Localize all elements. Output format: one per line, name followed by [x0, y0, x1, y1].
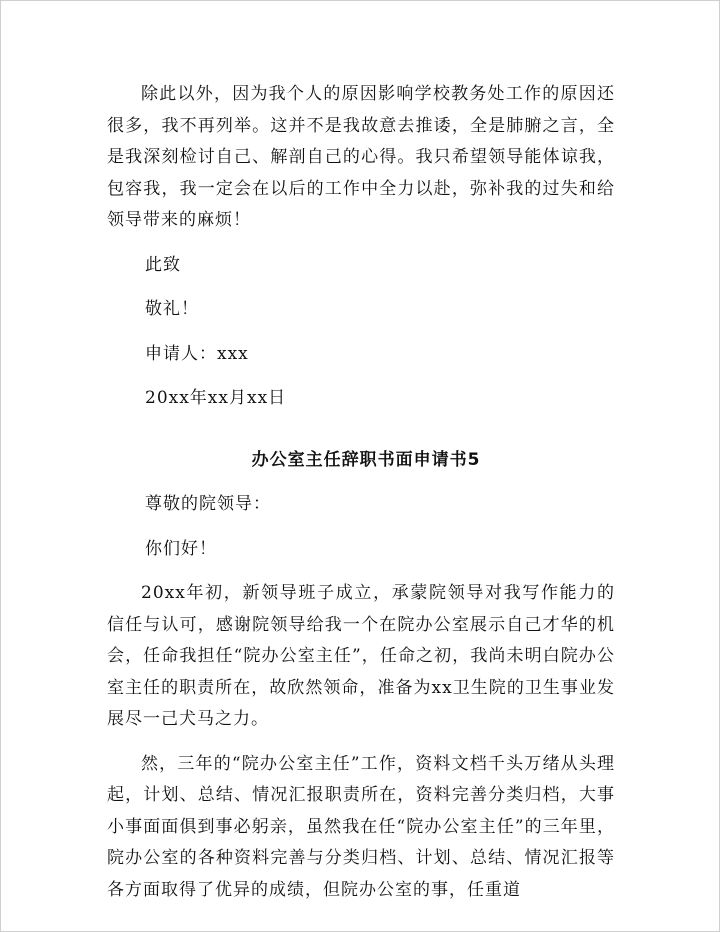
- salutation-line: 尊敬的院领导：: [145, 494, 271, 514]
- applicant-line: 申请人：xxx: [145, 343, 249, 364]
- paragraph-excuses: 除此以外，因为我个人的原因影响学校教务处工作的原因还很多，我不再列举。这并不是我故意去推诿，全是肺腑之言，全是我深刻检讨自己、解剖自己的心得。我只希望领导能体谅我，包容我，我一定会在以后的工作中全力以赴，弥补我的过失和给领导带来的麻烦！: [107, 84, 615, 230]
- document-body: [107, 79, 615, 906]
- closing-jingli: 敬礼！: [145, 299, 199, 319]
- paragraph-three-years: 然，三年的“院办公室主任”工作，资料文档千头万绪从头理起，计划、总结、情况汇报职责所在，资料完善分类归档，大事小事面面俱到事必躬亲，虽然我在任“院办公室主任”的三年里，院办公室的各种资料完善与分类归档、计划、总结、情况汇报等各方面取得了优异的成绩，但院办公室的事，任重道: [107, 753, 615, 900]
- paragraph-appointment: 20xx年初，新领导班子成立，承蒙院领导对我写作能力的信任与认可，感谢院领导给我一个在院办公室展示自己才华的机会，任命我担任“院办公室主任”，任命之初，我尚未明白院办公室主任的职责所在，故欣然领命，准备为xx卫生院的卫生事业发展尽一己犬马之力。: [107, 583, 615, 729]
- section-title: 办公室主任辞职书面申请书5: [251, 449, 481, 470]
- greeting-line: 你们好！: [145, 538, 217, 559]
- closing-cizhi: 此致: [145, 254, 181, 275]
- date-line: 20xx年xx月xx日: [145, 388, 287, 408]
